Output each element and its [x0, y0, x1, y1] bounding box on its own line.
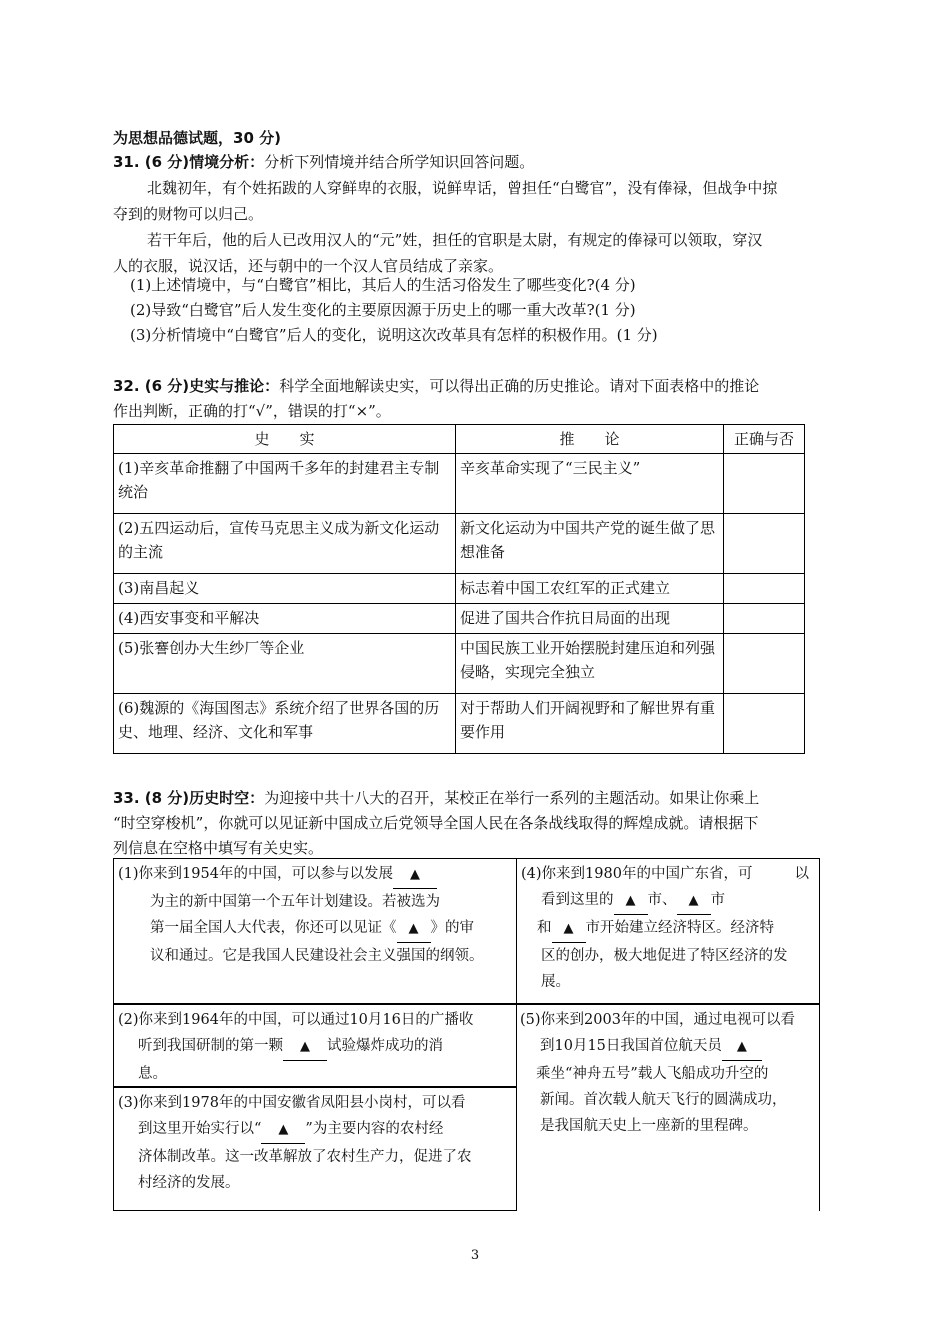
q33-box-2 — [113, 1004, 517, 1087]
box5-line2: 到10月15日我国首位航天员 — [540, 1038, 722, 1054]
inference-cell: 标志着中国工农红军的正式建立 — [456, 574, 724, 604]
judge-cell[interactable] — [724, 694, 805, 754]
fact-cell: (5)张謇创办大生纱厂等企业 — [114, 634, 456, 694]
box4-line1: (4)你来到1980年的中国广东省，可 — [521, 866, 753, 882]
header-inference: 推 论 — [456, 425, 724, 454]
triangle-mark: ▲ — [409, 867, 420, 882]
header-fact: 史 实 — [114, 425, 456, 454]
page-number: 3 — [470, 1248, 480, 1263]
triangle-mark: ▲ — [408, 921, 419, 936]
table-row — [114, 634, 805, 694]
box5-line5: 是我国航天史上一座新的里程碑。 — [540, 1118, 758, 1134]
table-row — [114, 604, 805, 634]
judge-cell[interactable] — [724, 574, 805, 604]
q31-title: 情境分析： — [189, 153, 265, 171]
answer-blank[interactable] — [397, 915, 431, 943]
fact-cell: (2)五四运动后，宣传马克思主义成为新文化运动的主流 — [114, 514, 456, 574]
judge-cell[interactable] — [724, 634, 805, 694]
box4-line3-end: 市开始建立经济特区。经济特 — [585, 920, 774, 936]
table-row — [114, 514, 805, 574]
q32-prompt-line2: 作出判断，正确的打“√”，错误的打“×”。 — [113, 402, 391, 420]
triangle-mark: ▲ — [563, 921, 574, 936]
fact-cell: (1)辛亥革命推翻了中国两千多年的封建君主专制统治 — [114, 454, 456, 514]
box5-line1: (5)你来到2003年的中国，通过电视可以看 — [520, 1012, 795, 1028]
q31-para2-line1: 若干年后，他的后人已改用汉人的“元”姓，担任的官职是太尉，有规定的俸禄可以领取，穿汉 — [147, 231, 763, 249]
box3-line3: 济体制改革。这一改革解放了农村生产力，促进了农 — [138, 1149, 472, 1165]
box1-line2: 为主的新中国第一个五年计划建设。若被选为 — [150, 894, 440, 910]
q32-number: 32. (6 分) — [113, 377, 190, 395]
judge-cell[interactable] — [724, 454, 805, 514]
table-header-row — [114, 425, 805, 454]
header-judge: 正确与否 — [724, 425, 805, 454]
box2-line2-end: 试验爆炸成功的消 — [327, 1038, 443, 1054]
box4-line2-mid: 市、 — [647, 892, 677, 908]
box4-line1-end: 以 — [794, 866, 809, 882]
inference-cell: 辛亥革命实现了“三民主义” — [456, 454, 724, 514]
q33-prompt-line3: 列信息在空格中填写有关史实。 — [113, 839, 324, 857]
box4-line5: 展。 — [541, 974, 570, 990]
answer-blank[interactable] — [614, 887, 648, 915]
q31-prompt: 分析下列情境并结合所学知识回答问题。 — [264, 153, 535, 171]
triangle-mark: ▲ — [625, 893, 636, 908]
q33-title: 历史时空： — [189, 789, 265, 807]
answer-blank[interactable] — [261, 1116, 305, 1144]
answer-blank[interactable] — [393, 861, 437, 889]
fact-cell: (3)南昌起义 — [114, 574, 456, 604]
q31-sub1: (1)上述情境中，与“白鹭官”相比，其后人的生活习俗发生了哪些变化?(4 分) — [130, 276, 636, 294]
q32-heading — [113, 374, 759, 398]
box1-line1: (1)你来到1954年的中国，可以参与以发展 — [118, 866, 393, 882]
q31-para1-line1: 北魏初年，有个姓拓跋的人穿鲜卑的衣服，说鲜卑话，曾担任“白鹭官”，没有俸禄，但战争中掠 — [147, 179, 778, 197]
box3-line2-end: ”为主要内容的农村经 — [305, 1121, 444, 1137]
answer-blank[interactable] — [283, 1033, 327, 1061]
q31-sub2: (2)导致“白鹭官”后人发生变化的主要原因源于历史上的哪一重大改革?(1 分) — [130, 301, 636, 319]
answer-blank[interactable] — [677, 887, 711, 915]
table-row — [114, 694, 805, 754]
q33-box-5 — [516, 1004, 820, 1211]
q33-prompt-line2: “时空穿梭机”，你就可以见证新中国成立后党领导全国人民在各条战线取得的辉煌成就。请根据下 — [113, 814, 759, 832]
answer-blank[interactable] — [552, 915, 586, 943]
q33-number: 33. (8 分) — [113, 789, 190, 807]
judge-cell[interactable] — [724, 604, 805, 634]
box4-line3: 和 — [537, 920, 552, 936]
q33-prompt-line1: 为迎接中共十八大的召开，某校正在举行一系列的主题活动。如果让你乘上 — [264, 789, 760, 807]
q33-box-1 — [113, 858, 517, 1004]
q31-number: 31. (6 分) — [113, 153, 190, 171]
inference-cell: 新文化运动为中国共产党的诞生做了思想准备 — [456, 514, 724, 574]
judge-cell[interactable] — [724, 514, 805, 574]
box1-line3: 第一届全国人大代表，你还可以见证《 — [150, 920, 397, 936]
box2-line2: 听到我国研制的第一颗 — [138, 1038, 283, 1054]
inference-cell: 对于帮助人们开阔视野和了解世界有重要作用 — [456, 694, 724, 754]
triangle-mark: ▲ — [688, 893, 699, 908]
box1-line3-end: 》的审 — [430, 920, 474, 936]
q31-para2-line2: 人的衣服，说汉话，还与朝中的一个汉人官员结成了亲家。 — [113, 257, 504, 275]
q33-box-4 — [516, 858, 820, 1004]
q31-heading — [113, 150, 534, 174]
inference-cell: 中国民族工业开始摆脱封建压迫和列强侵略，实现完全独立 — [456, 634, 724, 694]
box2-line3: 息。 — [138, 1066, 167, 1082]
inference-cell: 促进了国共合作抗日局面的出现 — [456, 604, 724, 634]
q31-para1-line2: 夺到的财物可以归己。 — [113, 205, 264, 223]
section-header: 为思想品德试题，30 分) — [113, 129, 281, 147]
box4-line4: 区的创办，极大地促进了特区经济的发 — [541, 948, 788, 964]
fact-cell: (6)魏源的《海国图志》系统介绍了世界各国的历史、地理、经济、文化和军事 — [114, 694, 456, 754]
box3-line2: 到这里开始实行以“ — [138, 1121, 262, 1137]
q33-box-3 — [113, 1087, 517, 1211]
box2-line1: (2)你来到1964年的中国，可以通过10月16日的广播收 — [118, 1012, 474, 1028]
box5-line4: 新闻。首次载人航天飞行的圆满成功， — [540, 1092, 787, 1108]
q32-prompt-line1: 科学全面地解读史实，可以得出正确的历史推论。请对下面表格中的推论 — [279, 377, 760, 395]
triangle-mark: ▲ — [736, 1039, 747, 1054]
triangle-mark: ▲ — [278, 1122, 289, 1137]
table-row — [114, 454, 805, 514]
table-row — [114, 574, 805, 604]
box1-line4: 议和通过。它是我国人民建设社会主义强国的纲领。 — [150, 948, 484, 964]
box4-line2-end: 市 — [710, 892, 725, 908]
box4-line2: 看到这里的 — [541, 892, 614, 908]
box3-line1: (3)你来到1978年的中国安徽省凤阳县小岗村，可以看 — [118, 1095, 466, 1111]
fact-cell: (4)西安事变和平解决 — [114, 604, 456, 634]
q33-heading — [113, 786, 759, 810]
box3-line4: 村经济的发展。 — [138, 1175, 240, 1191]
q32-title: 史实与推论： — [189, 377, 280, 395]
q32-table — [113, 424, 805, 754]
box5-line3: 乘坐“神舟五号”载人飞船成功升空的 — [536, 1066, 769, 1082]
answer-blank[interactable] — [722, 1033, 762, 1061]
q31-sub3: (3)分析情境中“白鹭官”后人的变化，说明这次改革具有怎样的积极作用。(1 分) — [130, 326, 658, 344]
triangle-mark: ▲ — [300, 1039, 310, 1054]
